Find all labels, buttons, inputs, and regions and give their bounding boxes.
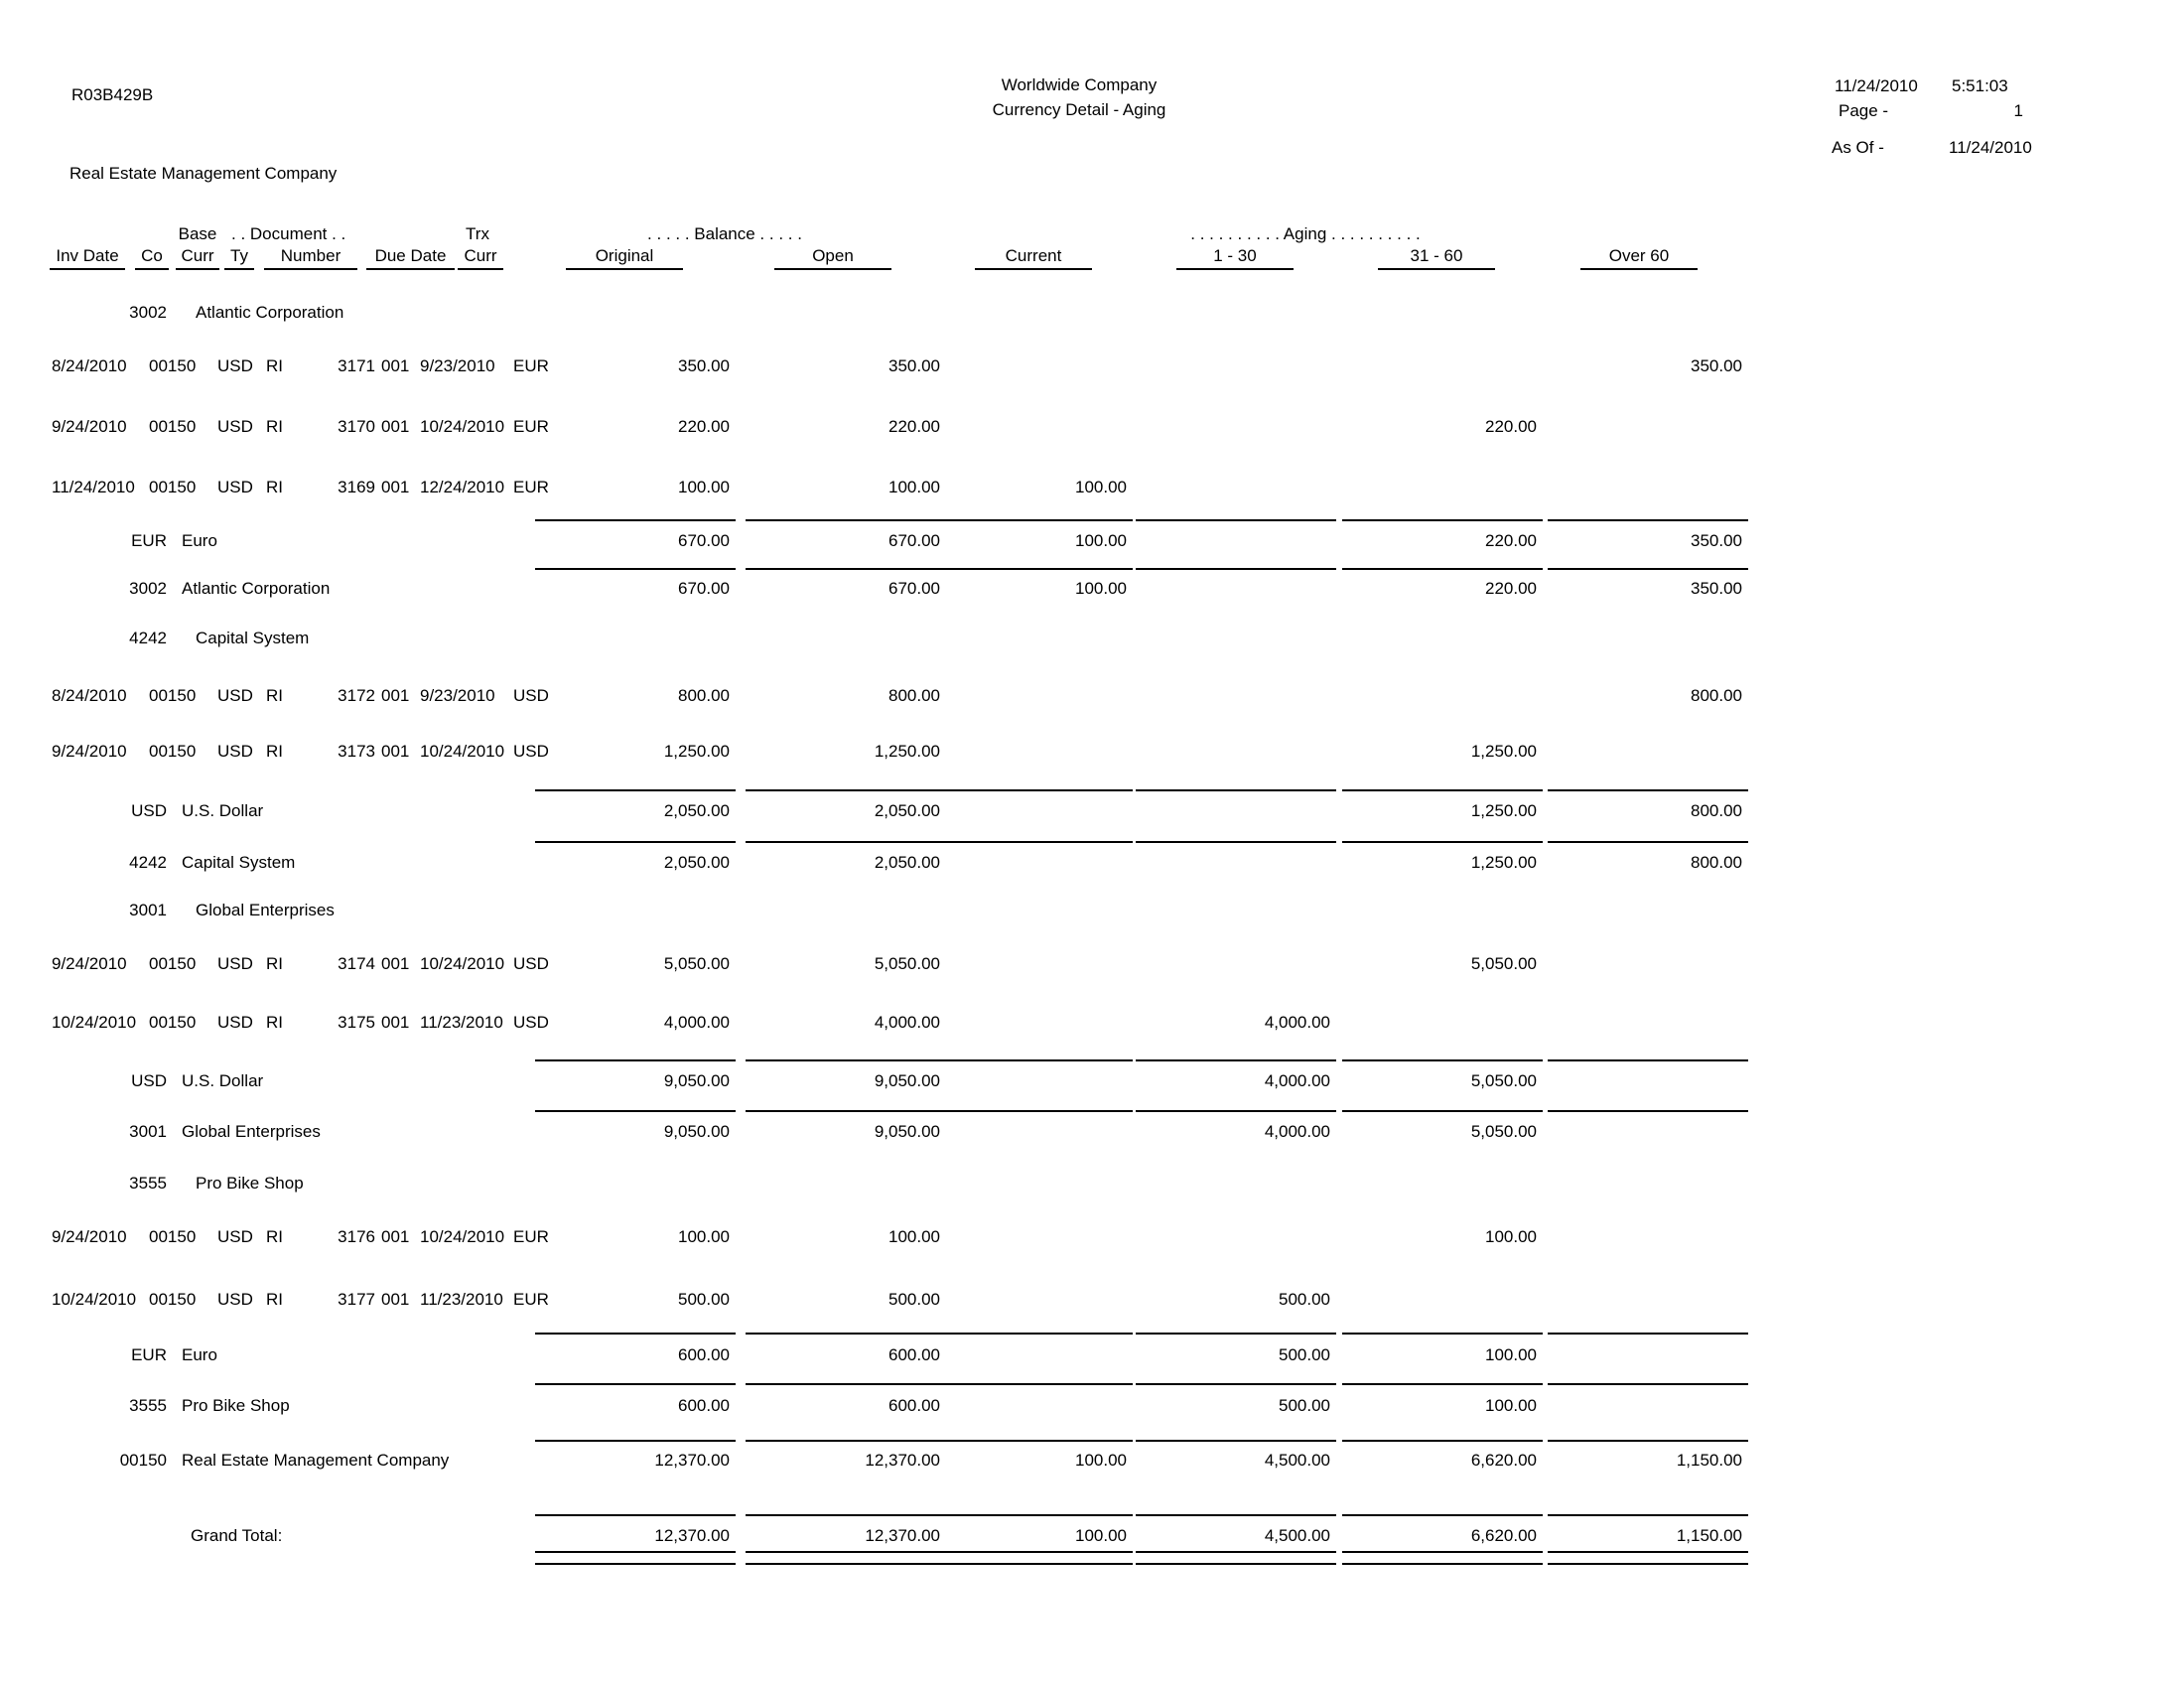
company-code: 00150 xyxy=(149,478,197,496)
col-aging-group: . . . . . . . . . . Aging . . . . . . . . . . xyxy=(1190,224,1421,243)
open-amount: 5,050.00 xyxy=(874,954,940,973)
total-rule xyxy=(1548,1333,1748,1335)
base-currency: USD xyxy=(217,478,253,496)
document-type: RI xyxy=(266,417,283,436)
total-rule xyxy=(535,1440,736,1442)
customer-total-name: Pro Bike Shop xyxy=(182,1396,290,1415)
original-amount: 500.00 xyxy=(678,1290,730,1309)
total-rule xyxy=(1548,519,1748,521)
total-rule xyxy=(932,1059,1133,1061)
aging-31-60-amount: 6,620.00 xyxy=(1470,1451,1537,1470)
aging-31-60-amount: 220.00 xyxy=(1485,417,1537,436)
document-type: RI xyxy=(266,686,283,705)
currency-total-name: U.S. Dollar xyxy=(182,801,264,820)
col-original: Original xyxy=(566,246,683,270)
total-rule xyxy=(746,1563,946,1565)
pay-item: 001 xyxy=(381,1290,410,1309)
total-rule xyxy=(746,1551,946,1553)
pay-item: 001 xyxy=(381,954,410,973)
document-type: RI xyxy=(266,1013,283,1032)
original-amount: 350.00 xyxy=(678,356,730,375)
invoice-date: 8/24/2010 xyxy=(52,356,127,375)
total-rule xyxy=(1548,1110,1748,1112)
total-rule xyxy=(1136,1551,1336,1553)
customer-total-name: Atlantic Corporation xyxy=(182,579,331,598)
pay-item: 001 xyxy=(381,1227,410,1246)
document-number: 3172 xyxy=(338,686,375,705)
original-amount: 2,050.00 xyxy=(663,853,730,872)
transaction-currency: EUR xyxy=(513,1227,549,1246)
over-60-amount: 800.00 xyxy=(1691,801,1742,820)
document-number: 3174 xyxy=(338,954,375,973)
customer-name: Atlantic Corporation xyxy=(196,303,344,322)
total-rule xyxy=(746,1440,946,1442)
customer-total-name: Capital System xyxy=(182,853,296,872)
total-rule xyxy=(1548,1551,1748,1553)
currency-total-code: EUR xyxy=(131,531,167,550)
as-of-date: 11/24/2010 xyxy=(1949,138,2032,157)
over-60-amount: 350.00 xyxy=(1691,356,1742,375)
customer-name: Global Enterprises xyxy=(196,901,335,919)
original-amount: 800.00 xyxy=(678,686,730,705)
col-base-curr: Curr xyxy=(176,246,219,270)
total-rule xyxy=(1342,1383,1543,1385)
total-rule xyxy=(1136,841,1336,843)
document-type: RI xyxy=(266,954,283,973)
base-currency: USD xyxy=(217,742,253,761)
aging-31-60-amount: 5,050.00 xyxy=(1470,1122,1537,1141)
open-amount: 350.00 xyxy=(888,356,940,375)
col-aging-31-60: 31 - 60 xyxy=(1378,246,1495,270)
col-trx-top: Trx xyxy=(466,224,489,243)
invoice-date: 9/24/2010 xyxy=(52,954,127,973)
col-trx-curr: Curr xyxy=(458,246,503,270)
customer-code: 3002 xyxy=(129,303,167,322)
total-rule xyxy=(1342,1563,1543,1565)
document-number: 3171 xyxy=(338,356,375,375)
total-rule xyxy=(1136,1110,1336,1112)
total-rule xyxy=(535,1551,736,1553)
original-amount: 2,050.00 xyxy=(663,801,730,820)
customer-code: 3555 xyxy=(129,1174,167,1193)
run-time: 5:51:03 xyxy=(1952,76,2008,95)
over-60-amount: 1,150.00 xyxy=(1676,1451,1742,1470)
current-amount: 100.00 xyxy=(1075,1526,1127,1545)
customer-total-code: 3002 xyxy=(129,579,167,598)
report-id: R03B429B xyxy=(71,85,154,104)
transaction-currency: EUR xyxy=(513,478,549,496)
base-currency: USD xyxy=(217,1227,253,1246)
page-label: Page - xyxy=(1839,101,1889,120)
invoice-date: 9/24/2010 xyxy=(52,1227,127,1246)
col-co: Co xyxy=(135,246,169,270)
aging-31-60-amount: 1,250.00 xyxy=(1470,742,1537,761)
total-rule xyxy=(746,568,946,570)
due-date: 11/23/2010 xyxy=(420,1290,503,1309)
company-code: 00150 xyxy=(149,417,197,436)
base-currency: USD xyxy=(217,356,253,375)
currency-total-code: USD xyxy=(131,801,167,820)
customer-code: 4242 xyxy=(129,629,167,647)
invoice-date: 10/24/2010 xyxy=(52,1013,137,1032)
original-amount: 12,370.00 xyxy=(654,1526,730,1545)
total-rule xyxy=(932,1563,1133,1565)
total-rule xyxy=(1136,1333,1336,1335)
total-rule xyxy=(1548,1383,1748,1385)
total-rule xyxy=(932,1110,1133,1112)
report-title: Currency Detail - Aging xyxy=(992,100,1166,119)
total-rule xyxy=(535,568,736,570)
total-rule xyxy=(932,1514,1133,1516)
open-amount: 9,050.00 xyxy=(874,1071,940,1090)
company-total-name: Real Estate Management Company xyxy=(182,1451,450,1470)
transaction-currency: USD xyxy=(513,954,549,973)
original-amount: 4,000.00 xyxy=(663,1013,730,1032)
total-rule xyxy=(746,1059,946,1061)
col-inv-date: Inv Date xyxy=(50,246,125,270)
base-currency: USD xyxy=(217,1013,253,1032)
transaction-currency: EUR xyxy=(513,356,549,375)
total-rule xyxy=(1548,789,1748,791)
open-amount: 100.00 xyxy=(888,1227,940,1246)
due-date: 10/24/2010 xyxy=(420,1227,505,1246)
original-amount: 670.00 xyxy=(678,579,730,598)
pay-item: 001 xyxy=(381,356,410,375)
total-rule xyxy=(932,519,1133,521)
open-amount: 2,050.00 xyxy=(874,853,940,872)
company-code: 00150 xyxy=(149,954,197,973)
base-currency: USD xyxy=(217,954,253,973)
total-rule xyxy=(1342,519,1543,521)
due-date: 10/24/2010 xyxy=(420,742,505,761)
due-date: 9/23/2010 xyxy=(420,686,495,705)
total-rule xyxy=(746,1383,946,1385)
original-amount: 9,050.00 xyxy=(663,1071,730,1090)
company-code: 00150 xyxy=(149,356,197,375)
total-rule xyxy=(932,1440,1133,1442)
total-rule xyxy=(1342,1440,1543,1442)
aging-31-60-amount: 100.00 xyxy=(1485,1345,1537,1364)
total-rule xyxy=(535,1563,736,1565)
pay-item: 001 xyxy=(381,417,410,436)
total-rule xyxy=(1548,1563,1748,1565)
total-rule xyxy=(1136,1514,1336,1516)
total-rule xyxy=(1136,1059,1336,1061)
aging-1-30-amount: 500.00 xyxy=(1279,1345,1330,1364)
current-amount: 100.00 xyxy=(1075,531,1127,550)
total-rule xyxy=(1342,568,1543,570)
total-rule xyxy=(1136,789,1336,791)
total-rule xyxy=(1136,1383,1336,1385)
total-rule xyxy=(1342,789,1543,791)
aging-1-30-amount: 4,000.00 xyxy=(1264,1071,1330,1090)
aging-31-60-amount: 5,050.00 xyxy=(1470,954,1537,973)
total-rule xyxy=(1342,1551,1543,1553)
document-type: RI xyxy=(266,478,283,496)
total-rule xyxy=(535,1383,736,1385)
aging-1-30-amount: 4,500.00 xyxy=(1264,1526,1330,1545)
aging-1-30-amount: 500.00 xyxy=(1279,1396,1330,1415)
open-amount: 4,000.00 xyxy=(874,1013,940,1032)
total-rule xyxy=(535,1333,736,1335)
customer-code: 3001 xyxy=(129,901,167,919)
transaction-currency: USD xyxy=(513,686,549,705)
document-type: RI xyxy=(266,356,283,375)
original-amount: 600.00 xyxy=(678,1396,730,1415)
over-60-amount: 350.00 xyxy=(1691,531,1742,550)
col-due-date: Due Date xyxy=(366,246,455,270)
customer-total-code: 3001 xyxy=(129,1122,167,1141)
open-amount: 500.00 xyxy=(888,1290,940,1309)
due-date: 11/23/2010 xyxy=(420,1013,503,1032)
company-code: 00150 xyxy=(149,742,197,761)
total-rule xyxy=(746,1110,946,1112)
aging-31-60-amount: 5,050.00 xyxy=(1470,1071,1537,1090)
total-rule xyxy=(1548,841,1748,843)
col-aging-1-30: 1 - 30 xyxy=(1176,246,1294,270)
due-date: 10/24/2010 xyxy=(420,954,505,973)
document-number: 3169 xyxy=(338,478,375,496)
over-60-amount: 350.00 xyxy=(1691,579,1742,598)
customer-name: Pro Bike Shop xyxy=(196,1174,304,1193)
due-date: 9/23/2010 xyxy=(420,356,495,375)
invoice-date: 10/24/2010 xyxy=(52,1290,137,1309)
over-60-amount: 1,150.00 xyxy=(1676,1526,1742,1545)
open-amount: 670.00 xyxy=(888,531,940,550)
base-currency: USD xyxy=(217,686,253,705)
total-rule xyxy=(1136,1440,1336,1442)
original-amount: 1,250.00 xyxy=(663,742,730,761)
currency-total-code: USD xyxy=(131,1071,167,1090)
original-amount: 220.00 xyxy=(678,417,730,436)
open-amount: 600.00 xyxy=(888,1345,940,1364)
customer-total-code: 4242 xyxy=(129,853,167,872)
document-number: 3175 xyxy=(338,1013,375,1032)
over-60-amount: 800.00 xyxy=(1691,853,1742,872)
transaction-currency: EUR xyxy=(513,417,549,436)
aging-31-60-amount: 1,250.00 xyxy=(1470,801,1537,820)
document-type: RI xyxy=(266,1290,283,1309)
open-amount: 1,250.00 xyxy=(874,742,940,761)
original-amount: 670.00 xyxy=(678,531,730,550)
total-rule xyxy=(1136,519,1336,521)
total-rule xyxy=(932,568,1133,570)
total-rule xyxy=(535,841,736,843)
open-amount: 100.00 xyxy=(888,478,940,496)
aging-31-60-amount: 100.00 xyxy=(1485,1396,1537,1415)
customer-name: Capital System xyxy=(196,629,310,647)
company-code: 00150 xyxy=(149,1290,197,1309)
aging-1-30-amount: 500.00 xyxy=(1279,1290,1330,1309)
aging-31-60-amount: 1,250.00 xyxy=(1470,853,1537,872)
total-rule xyxy=(1136,568,1336,570)
col-balance-group: . . . . . Balance . . . . . xyxy=(647,224,802,243)
aging-1-30-amount: 4,000.00 xyxy=(1264,1122,1330,1141)
open-amount: 600.00 xyxy=(888,1396,940,1415)
col-number: Number xyxy=(264,246,357,270)
original-amount: 600.00 xyxy=(678,1345,730,1364)
total-rule xyxy=(932,841,1133,843)
company-code: 00150 xyxy=(149,1013,197,1032)
total-rule xyxy=(932,1551,1133,1553)
col-document-top: . . Document . . xyxy=(231,224,346,243)
currency-total-name: Euro xyxy=(182,1345,217,1364)
total-rule xyxy=(535,1514,736,1516)
pay-item: 001 xyxy=(381,742,410,761)
total-rule xyxy=(1548,1059,1748,1061)
over-60-amount: 800.00 xyxy=(1691,686,1742,705)
original-amount: 5,050.00 xyxy=(663,954,730,973)
aging-1-30-amount: 4,000.00 xyxy=(1264,1013,1330,1032)
total-rule xyxy=(746,789,946,791)
total-rule xyxy=(1548,1440,1748,1442)
document-number: 3170 xyxy=(338,417,375,436)
open-amount: 800.00 xyxy=(888,686,940,705)
total-rule xyxy=(535,1110,736,1112)
total-rule xyxy=(746,519,946,521)
open-amount: 220.00 xyxy=(888,417,940,436)
total-rule xyxy=(1548,568,1748,570)
total-rule xyxy=(535,789,736,791)
total-rule xyxy=(932,1383,1133,1385)
pay-item: 001 xyxy=(381,1013,410,1032)
invoice-date: 11/24/2010 xyxy=(52,478,135,496)
total-rule xyxy=(1342,841,1543,843)
currency-total-name: Euro xyxy=(182,531,217,550)
col-open: Open xyxy=(774,246,891,270)
total-rule xyxy=(1342,1059,1543,1061)
due-date: 12/24/2010 xyxy=(420,478,505,496)
total-rule xyxy=(932,789,1133,791)
due-date: 10/24/2010 xyxy=(420,417,505,436)
total-rule xyxy=(746,1333,946,1335)
total-rule xyxy=(746,1514,946,1516)
total-rule xyxy=(932,1333,1133,1335)
transaction-currency: USD xyxy=(513,1013,549,1032)
aging-31-60-amount: 6,620.00 xyxy=(1470,1526,1537,1545)
original-amount: 9,050.00 xyxy=(663,1122,730,1141)
total-rule xyxy=(535,1059,736,1061)
total-rule xyxy=(1136,1563,1336,1565)
document-type: RI xyxy=(266,742,283,761)
open-amount: 2,050.00 xyxy=(874,801,940,820)
currency-total-name: U.S. Dollar xyxy=(182,1071,264,1090)
pay-item: 001 xyxy=(381,478,410,496)
run-date: 11/24/2010 xyxy=(1835,76,1918,95)
aging-31-60-amount: 100.00 xyxy=(1485,1227,1537,1246)
document-number: 3177 xyxy=(338,1290,375,1309)
customer-total-code: 3555 xyxy=(129,1396,167,1415)
col-current: Current xyxy=(975,246,1092,270)
open-amount: 9,050.00 xyxy=(874,1122,940,1141)
aging-1-30-amount: 4,500.00 xyxy=(1264,1451,1330,1470)
original-amount: 12,370.00 xyxy=(654,1451,730,1470)
aging-31-60-amount: 220.00 xyxy=(1485,531,1537,550)
org-name: Real Estate Management Company xyxy=(69,164,338,183)
currency-total-code: EUR xyxy=(131,1345,167,1364)
document-number: 3173 xyxy=(338,742,375,761)
base-currency: USD xyxy=(217,417,253,436)
total-rule xyxy=(1548,1514,1748,1516)
page-number: 1 xyxy=(2013,101,2023,120)
original-amount: 100.00 xyxy=(678,1227,730,1246)
invoice-date: 8/24/2010 xyxy=(52,686,127,705)
original-amount: 100.00 xyxy=(678,478,730,496)
invoice-date: 9/24/2010 xyxy=(52,742,127,761)
total-rule xyxy=(746,841,946,843)
company-title: Worldwide Company xyxy=(1001,75,1158,94)
aging-31-60-amount: 220.00 xyxy=(1485,579,1537,598)
transaction-currency: EUR xyxy=(513,1290,549,1309)
current-amount: 100.00 xyxy=(1075,1451,1127,1470)
invoice-date: 9/24/2010 xyxy=(52,417,127,436)
company-total-code: 00150 xyxy=(119,1451,167,1470)
grand-total-label: Grand Total: xyxy=(191,1526,283,1545)
col-over-60: Over 60 xyxy=(1580,246,1698,270)
open-amount: 12,370.00 xyxy=(865,1526,940,1545)
total-rule xyxy=(1342,1514,1543,1516)
company-code: 00150 xyxy=(149,1227,197,1246)
current-amount: 100.00 xyxy=(1075,579,1127,598)
pay-item: 001 xyxy=(381,686,410,705)
document-number: 3176 xyxy=(338,1227,375,1246)
col-base-top: Base xyxy=(178,224,217,243)
base-currency: USD xyxy=(217,1290,253,1309)
total-rule xyxy=(1342,1333,1543,1335)
customer-total-name: Global Enterprises xyxy=(182,1122,321,1141)
open-amount: 670.00 xyxy=(888,579,940,598)
total-rule xyxy=(1342,1110,1543,1112)
open-amount: 12,370.00 xyxy=(865,1451,940,1470)
transaction-currency: USD xyxy=(513,742,549,761)
document-type: RI xyxy=(266,1227,283,1246)
total-rule xyxy=(535,519,736,521)
current-amount: 100.00 xyxy=(1075,478,1127,496)
company-code: 00150 xyxy=(149,686,197,705)
as-of-label: As Of - xyxy=(1832,138,1884,157)
col-ty: Ty xyxy=(224,246,254,270)
